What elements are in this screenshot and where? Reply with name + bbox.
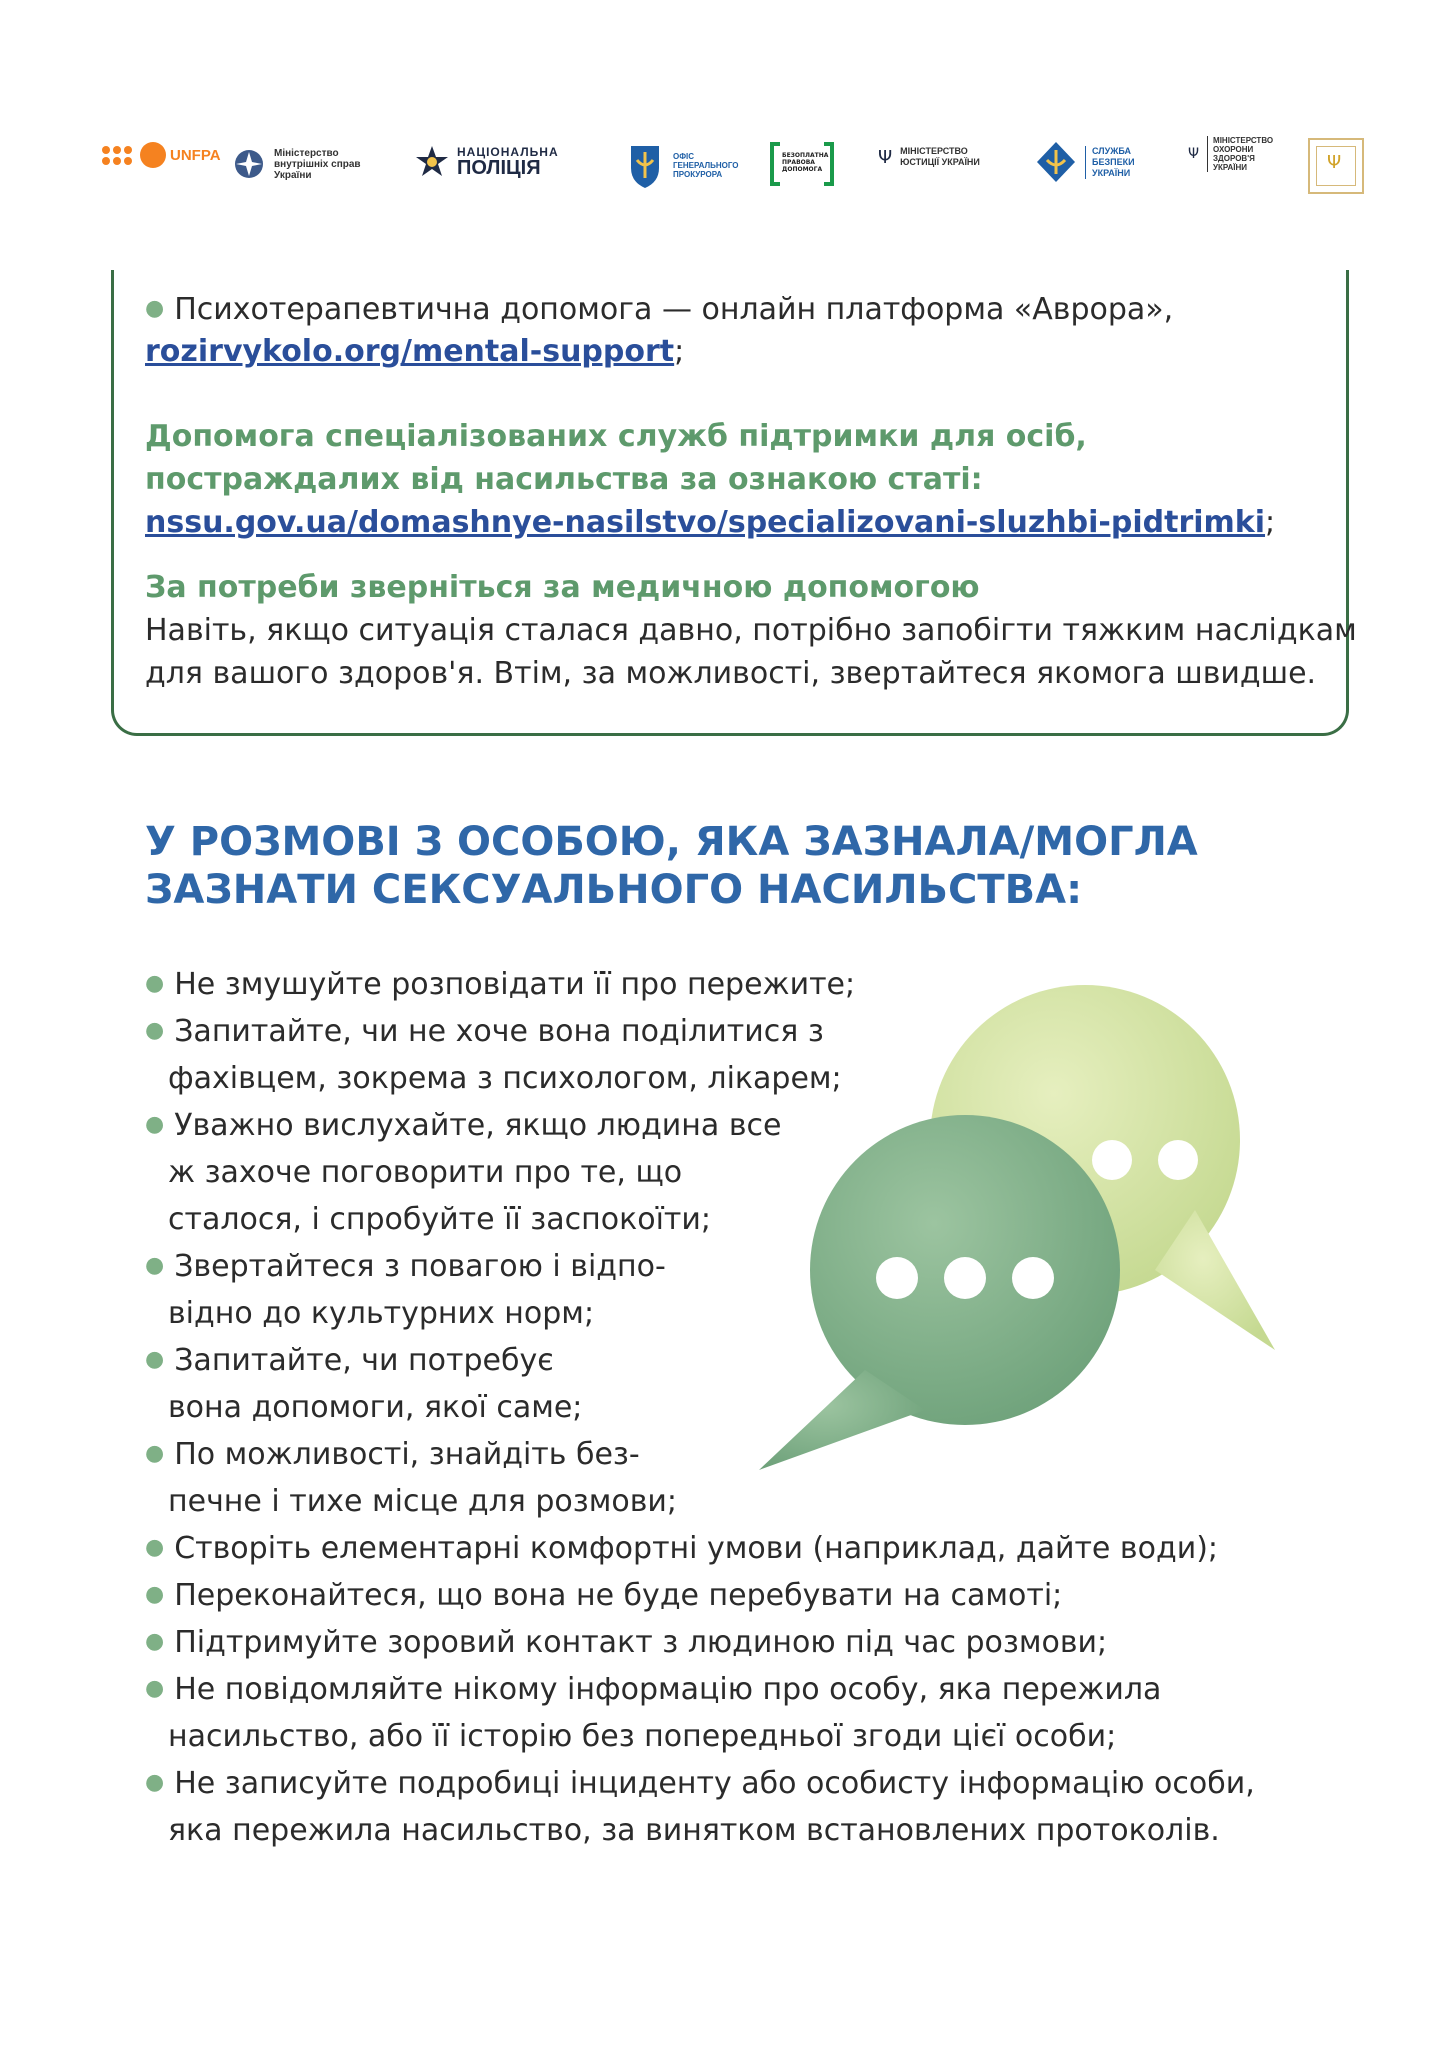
list-item <box>145 1618 1107 1666</box>
medical-text-1: Навіть, якщо ситуація сталася давно, потрібно запобігти тяжким наслідкам <box>145 613 1357 648</box>
dark-chat-bubble-icon <box>759 1115 1120 1470</box>
list-item-text: Звертайтеся з повагою і відпо- <box>174 1249 666 1284</box>
mvs-logo <box>232 144 361 184</box>
list-item-text: печне і тихе місце для розмови; <box>168 1484 677 1519</box>
framed-crest-icon: Ψ <box>1308 138 1364 194</box>
bullet-icon: ● <box>145 1347 165 1372</box>
medical-heading: За потреби зверніться за медичною допомогою <box>145 570 980 605</box>
un-emblem-icon <box>140 142 166 168</box>
list-item-text: Не записуйте подробиці інциденту або особисту інформацію особи, <box>174 1766 1255 1801</box>
list-item-text: Запитайте, чи потребує <box>174 1343 554 1378</box>
list-item-text: відно до культурних норм; <box>168 1296 595 1331</box>
bullet-icon: ● <box>145 1018 165 1043</box>
psy-help-line <box>145 287 1173 331</box>
mvs-label: Міністерство внутрішніх справ України <box>274 147 361 181</box>
psy-help-link-line <box>145 330 684 373</box>
prosecutor-logo <box>625 140 739 190</box>
crest-frame-logo <box>1308 138 1364 194</box>
list-item <box>145 1242 666 1337</box>
list-item <box>145 1571 1062 1619</box>
unfpa-label: UNFPA <box>170 146 221 164</box>
prosecutor-emblem-icon <box>625 140 665 190</box>
police-label-line1: НАЦІОНАЛЬНА <box>457 145 559 159</box>
unfpa-dots-icon <box>102 146 132 165</box>
list-item-text: яка пережила насильство, за винятком встановлених протоколів. <box>168 1813 1220 1848</box>
bullet-icon: ● <box>145 1253 165 1278</box>
list-item-text: Переконайтеся, що вона не буде перебувати на самоті; <box>174 1578 1063 1613</box>
services-link[interactable]: nssu.gov.ua/domashnye-nasilstvo/specializovani-sluzhbi-pidtrimki <box>145 505 1266 540</box>
bullet-icon: ● <box>145 1582 165 1607</box>
sbu-label: СЛУЖБА БЕЗПЕКИ УКРАЇНИ <box>1085 146 1135 179</box>
section-heading-line2: ЗАЗНАТИ СЕКСУАЛЬНОГО НАСИЛЬСТВА: <box>145 867 1083 913</box>
list-item <box>145 1336 582 1431</box>
punctuation: ; <box>1265 505 1276 540</box>
list-item <box>145 1665 1161 1760</box>
justice-label: МІНІСТЕРСТВО ЮСТИЦІЇ УКРАЇНИ <box>900 146 980 167</box>
bullet-icon: ● <box>145 1112 165 1137</box>
list-item-text: сталося, і спробуйте її заспокоїти; <box>168 1202 711 1237</box>
sbu-shield-icon <box>1035 140 1077 184</box>
list-item <box>145 1101 781 1243</box>
list-item-text: ж захоче поговорити про те, що <box>168 1155 683 1190</box>
list-item-text: вона допомоги, якої саме; <box>168 1390 583 1425</box>
trident-icon: Ψ <box>878 146 893 168</box>
list-item <box>145 1430 677 1525</box>
services-link-line <box>145 501 1275 544</box>
bullet-icon: ● <box>145 1441 165 1466</box>
bullet-icon: ● <box>145 1535 165 1560</box>
bullet-icon: ● <box>145 1629 165 1654</box>
legal-aid-label: БЕЗОПЛАТНА ПРАВОВА ДОПОМОГА <box>782 152 829 173</box>
list-item <box>145 1007 842 1102</box>
partner-logos <box>0 130 1454 200</box>
list-item-text: насильство, або її історію без попередньої згоди цієї особи; <box>168 1719 1117 1754</box>
sbu-logo <box>1035 140 1135 184</box>
list-item <box>145 960 855 1008</box>
prosecutor-label: ОФІС ГЕНЕРАЛЬНОГО ПРОКУРОРА <box>673 151 739 179</box>
list-item-text: Підтримуйте зоровий контакт з людиною під час розмови; <box>174 1625 1108 1660</box>
police-label-line2: ПОЛІЦІЯ <box>457 157 541 179</box>
unfpa-logo <box>102 142 221 168</box>
list-item-text: Не змушуйте розповідати її про пережите; <box>174 967 856 1002</box>
mvs-emblem-icon <box>232 144 266 184</box>
section-heading-line1: У РОЗМОВІ З ОСОБОЮ, ЯКА ЗАЗНАЛА/МОГЛА <box>145 819 1198 865</box>
services-heading-1: Допомога спеціалізованих служб підтримки для осіб, <box>145 419 1087 454</box>
health-label: МІНІСТЕРСТВО ОХОРОНИ ЗДОРОВ'Я УКРАЇНИ <box>1207 136 1273 172</box>
health-logo <box>1188 136 1273 172</box>
list-item-text: По можливості, знайдіть без- <box>174 1437 640 1472</box>
psy-help-text: Психотерапевтична допомога — онлайн платформа «Аврора», <box>174 292 1174 327</box>
section-heading <box>145 818 1245 914</box>
police-logo <box>415 144 559 180</box>
bullet-icon: ● <box>145 296 165 321</box>
punctuation: ; <box>674 334 685 369</box>
medical-text-2: для вашого здоров'я. Втім, за можливості, звертайтеся якомога швидше. <box>145 656 1317 691</box>
list-item-text: фахівцем, зокрема з психологом, лікарем; <box>168 1061 842 1096</box>
legal-aid-logo <box>770 142 834 186</box>
list-item-text: Не повідомляйте нікому інформацію про особу, яка пережила <box>174 1672 1162 1707</box>
list-item-text: Запитайте, чи не хоче вона поділитися з <box>174 1014 824 1049</box>
bullet-icon: ● <box>145 1676 165 1701</box>
bullet-icon: ● <box>145 971 165 996</box>
speech-bubbles-illustration <box>755 970 1335 1490</box>
psy-help-link[interactable]: rozirvykolo.org/mental-support <box>145 334 675 369</box>
list-item <box>145 1524 1218 1572</box>
list-item-text: Уважно вислухайте, якщо людина все <box>174 1108 782 1143</box>
bullet-icon: ● <box>145 1770 165 1795</box>
police-star-icon <box>415 144 449 180</box>
justice-logo <box>878 146 980 168</box>
services-heading-2: постраждалих від насильства за ознакою статі: <box>145 462 983 497</box>
list-item-text: Створіть елементарні комфортні умови (наприклад, дайте води); <box>174 1531 1219 1566</box>
trident-icon: Ψ <box>1188 146 1200 162</box>
list-item <box>145 1759 1255 1854</box>
